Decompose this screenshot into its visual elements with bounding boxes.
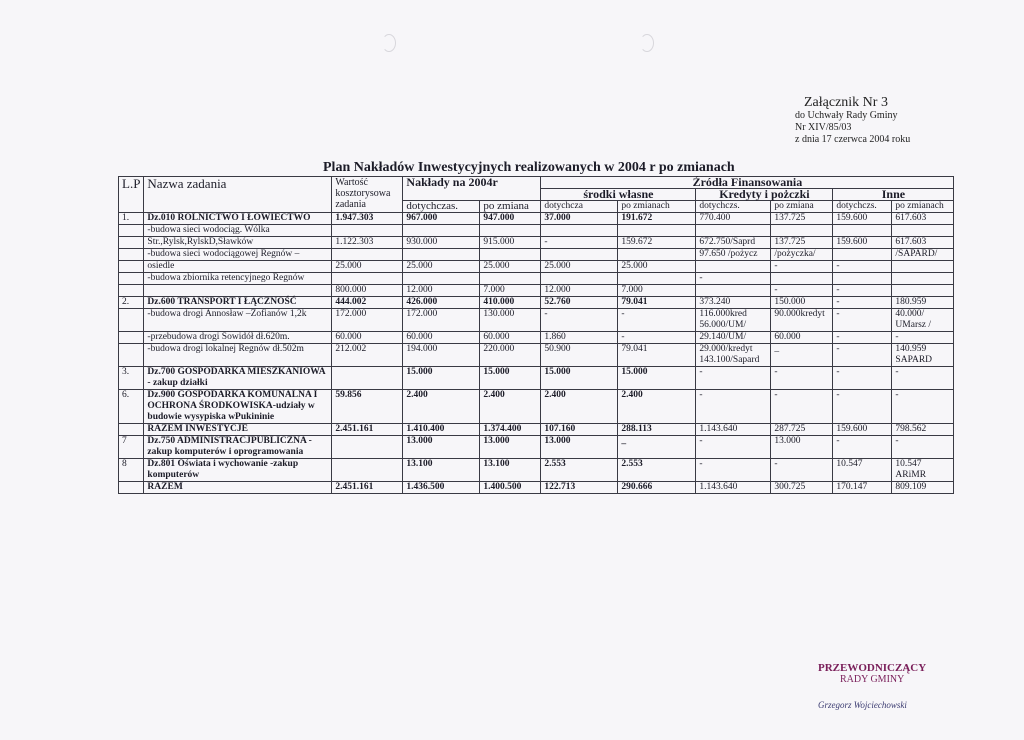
row-value: 13.100 — [403, 459, 480, 482]
row-name: -budowa sieci wodociągowej Regnów – — [144, 249, 332, 261]
row-value: 60.000 — [403, 332, 480, 344]
row-value: 137.725 — [771, 213, 833, 225]
row-value — [332, 249, 403, 261]
row-value: 137.725 — [771, 237, 833, 249]
header-own: środki własne — [541, 189, 696, 201]
row-value: 1.436.500 — [403, 482, 480, 494]
row-value: 172.000 — [403, 309, 480, 332]
attachment-resolution: do Uchwały Rady Gminy — [795, 110, 898, 121]
row-value: 1.143.640 — [696, 424, 771, 436]
row-value: - — [892, 367, 954, 390]
row-value: - — [771, 261, 833, 273]
row-value: 1.374.400 — [480, 424, 541, 436]
row-value: 60.000 — [332, 332, 403, 344]
row-value: 1.400.500 — [480, 482, 541, 494]
sub-header: po zmiana — [480, 201, 541, 213]
row-value: 122.713 — [541, 482, 618, 494]
header-sources: Źródła Finansowania — [541, 177, 954, 189]
row-lp: 6. — [119, 390, 144, 424]
row-value: - — [771, 390, 833, 424]
row-value: 1.143.640 — [696, 482, 771, 494]
sub-header: po zmianach — [618, 201, 696, 213]
row-name: -budowa drogi Annosław –Zofianów 1,2k — [144, 309, 332, 332]
row-value: - — [541, 237, 618, 249]
row-value: 29.000/kredyt 143.100/Sapard — [696, 344, 771, 367]
row-name: -budowa zbiornika retencyjnego Regnów — [144, 273, 332, 285]
row-value: 2.400 — [480, 390, 541, 424]
row-lp — [119, 332, 144, 344]
row-value: 1.947.303 — [332, 213, 403, 225]
row-value: 2.400 — [618, 390, 696, 424]
table-row — [119, 297, 954, 309]
row-name: Dz.900 GOSPODARKA KOMUNALNA I OCHRONA ŚRODKOWISKA-udziały w budowie wysypiska wPukininie — [144, 390, 332, 424]
row-lp — [119, 273, 144, 285]
row-value: 25.000 — [403, 261, 480, 273]
row-name: Dz.750 ADMINISTRACJPUBLICZNA -zakup komputerów i oprogramowania — [144, 436, 332, 459]
row-value — [892, 261, 954, 273]
sub-header: dotychcza — [541, 201, 618, 213]
sub-header: po zmianach — [892, 201, 954, 213]
table-row — [119, 332, 954, 344]
row-value: 25.000 — [618, 261, 696, 273]
table-row — [119, 309, 954, 332]
row-name: Dz.801 Oświata i wychowanie -zakup komputerów — [144, 459, 332, 482]
row-value: 947.000 — [480, 213, 541, 225]
signature-name: Grzegorz Wojciechowski — [818, 700, 907, 710]
row-value: 2.553 — [541, 459, 618, 482]
row-value: - — [618, 332, 696, 344]
row-value: 798.562 — [892, 424, 954, 436]
row-value: 2.451.161 — [332, 482, 403, 494]
row-value — [892, 285, 954, 297]
table-row — [119, 436, 954, 459]
row-value — [403, 225, 480, 237]
row-value: 130.000 — [480, 309, 541, 332]
row-value: 915.000 — [480, 237, 541, 249]
row-value: 288.113 — [618, 424, 696, 436]
row-value: - — [833, 367, 892, 390]
row-value: - — [833, 285, 892, 297]
row-value: /SAPARD/ — [892, 249, 954, 261]
row-value: 116.000kred 56.000/UM/ — [696, 309, 771, 332]
row-value — [541, 225, 618, 237]
row-value — [833, 273, 892, 285]
row-value: 25.000 — [480, 261, 541, 273]
header-cost: Wartość kosztorysowa zadania — [332, 177, 403, 213]
row-value: 373.240 — [696, 297, 771, 309]
row-value — [480, 273, 541, 285]
row-value: 212.002 — [332, 344, 403, 367]
row-value — [332, 273, 403, 285]
header-outlays: Nakłady na 2004r — [403, 177, 541, 201]
row-value — [403, 273, 480, 285]
row-value: 170.147 — [833, 482, 892, 494]
row-lp — [119, 249, 144, 261]
row-value — [332, 225, 403, 237]
row-value: - — [696, 459, 771, 482]
attachment-number-ref: Nr XIV/85/03 — [795, 122, 852, 133]
signature-title: PRZEWODNICZĄCY — [818, 662, 927, 674]
row-value: 159.672 — [618, 237, 696, 249]
row-value: 15.000 — [403, 367, 480, 390]
row-value: 930.000 — [403, 237, 480, 249]
row-value: 15.000 — [618, 367, 696, 390]
row-value: - — [833, 309, 892, 332]
row-value: 50.900 — [541, 344, 618, 367]
row-value: 172.000 — [332, 309, 403, 332]
row-value: 1.860 — [541, 332, 618, 344]
row-value: 10.547 ARiMR — [892, 459, 954, 482]
row-value: 159.600 — [833, 213, 892, 225]
row-lp: 8 — [119, 459, 144, 482]
row-value: 107.160 — [541, 424, 618, 436]
header-row — [119, 177, 954, 189]
row-value — [618, 225, 696, 237]
sub-header: dotychczs. — [833, 201, 892, 213]
row-value: - — [833, 261, 892, 273]
row-value: 1.410.400 — [403, 424, 480, 436]
header-name: Nazwa zadania — [144, 177, 332, 213]
table-row — [119, 482, 954, 494]
row-value: - — [696, 367, 771, 390]
row-value — [696, 285, 771, 297]
row-value: - — [771, 459, 833, 482]
row-value: 52.760 — [541, 297, 618, 309]
row-name: RAZEM — [144, 482, 332, 494]
row-value: - — [771, 367, 833, 390]
row-value: 300.725 — [771, 482, 833, 494]
investment-table — [118, 176, 954, 494]
row-lp: 7 — [119, 436, 144, 459]
row-value: 13.000 — [480, 436, 541, 459]
row-value: 12.000 — [541, 285, 618, 297]
row-value: 13.000 — [403, 436, 480, 459]
row-value: 2.451.161 — [332, 424, 403, 436]
row-value: 7.000 — [618, 285, 696, 297]
row-value: 60.000 — [771, 332, 833, 344]
punch-hole — [640, 34, 654, 52]
row-value — [403, 249, 480, 261]
row-name: RAZEM INWESTYCJE — [144, 424, 332, 436]
row-value: - — [771, 285, 833, 297]
row-value: 2.400 — [541, 390, 618, 424]
row-value: 79.041 — [618, 297, 696, 309]
row-value: 15.000 — [480, 367, 541, 390]
row-value: - — [833, 344, 892, 367]
row-name: -budowa drogi lokalnej Regnów dł.502m — [144, 344, 332, 367]
row-value: 617.603 — [892, 237, 954, 249]
row-value: 150.000 — [771, 297, 833, 309]
row-value: 410.000 — [480, 297, 541, 309]
header-other: Inne — [833, 189, 954, 201]
row-value: 25.000 — [332, 261, 403, 273]
row-value — [771, 225, 833, 237]
row-value — [833, 249, 892, 261]
row-value — [618, 249, 696, 261]
row-value: 770.400 — [696, 213, 771, 225]
page-title: Plan Nakładów Inwestycyjnych realizowanych w 2004 r po zmianach — [323, 160, 735, 175]
table-row — [119, 261, 954, 273]
row-value: 290.666 — [618, 482, 696, 494]
row-value: 159.600 — [833, 237, 892, 249]
row-value — [480, 249, 541, 261]
row-value — [332, 436, 403, 459]
row-value: 40.000/ UMarsz / — [892, 309, 954, 332]
row-value — [696, 261, 771, 273]
row-value: - — [618, 309, 696, 332]
row-value — [892, 273, 954, 285]
header-credits: Kredyty i pożczki — [696, 189, 833, 201]
row-name: -przebudowa drogi Sowidół dł.620m. — [144, 332, 332, 344]
row-value — [541, 249, 618, 261]
row-value — [833, 225, 892, 237]
row-value: 2.400 — [403, 390, 480, 424]
row-value: 29.140/UM/ — [696, 332, 771, 344]
row-value: 13.000 — [771, 436, 833, 459]
row-name: Str.,Rylsk,RylskD,Sławków — [144, 237, 332, 249]
table-row — [119, 249, 954, 261]
table-row — [119, 285, 954, 297]
row-value: - — [892, 436, 954, 459]
row-value: 672.750/Saprd — [696, 237, 771, 249]
row-lp — [119, 285, 144, 297]
table-row — [119, 273, 954, 285]
row-lp — [119, 309, 144, 332]
row-value — [332, 367, 403, 390]
row-value: 2.553 — [618, 459, 696, 482]
row-value — [541, 273, 618, 285]
sub-header: dotychczs. — [696, 201, 771, 213]
row-value: - — [892, 390, 954, 424]
row-lp — [119, 344, 144, 367]
row-lp — [119, 261, 144, 273]
row-value: 617.603 — [892, 213, 954, 225]
row-value: 15.000 — [541, 367, 618, 390]
row-value — [892, 225, 954, 237]
attachment-number: Załącznik Nr 3 — [804, 95, 888, 110]
sub-header: po zmiana — [771, 201, 833, 213]
header-lp: L.P — [119, 177, 144, 213]
table-row — [119, 225, 954, 237]
signature-stamp — [818, 662, 948, 732]
row-name: -budowa sieci wodociąg. Wólka — [144, 225, 332, 237]
row-value: - — [833, 390, 892, 424]
row-lp — [119, 237, 144, 249]
row-lp: 1. — [119, 213, 144, 225]
row-name: Dz.600 TRANSPORT I ŁĄCZNOŚĆ — [144, 297, 332, 309]
row-value: - — [696, 390, 771, 424]
table-row — [119, 424, 954, 436]
row-value: 60.000 — [480, 332, 541, 344]
row-name: osiedle — [144, 261, 332, 273]
row-value: 79.041 — [618, 344, 696, 367]
row-lp: 2. — [119, 297, 144, 309]
row-value: 7.000 — [480, 285, 541, 297]
row-value: 191.672 — [618, 213, 696, 225]
row-value — [696, 225, 771, 237]
row-value: 426.000 — [403, 297, 480, 309]
row-value: 90.000kredyt — [771, 309, 833, 332]
row-value — [618, 273, 696, 285]
row-value: _ — [771, 344, 833, 367]
row-lp — [119, 225, 144, 237]
row-name — [144, 285, 332, 297]
attachment-date: z dnia 17 czerwca 2004 roku — [795, 134, 911, 145]
row-value: - — [833, 436, 892, 459]
row-value: - — [696, 436, 771, 459]
row-value: - — [833, 297, 892, 309]
row-value: - — [833, 332, 892, 344]
row-name: Dz.700 GOSPODARKA MIESZKANIOWA - zakup działki — [144, 367, 332, 390]
table-row — [119, 390, 954, 424]
row-value: 967.000 — [403, 213, 480, 225]
row-value: - — [696, 273, 771, 285]
row-value: _ — [618, 436, 696, 459]
table-row — [119, 237, 954, 249]
row-value — [480, 225, 541, 237]
row-lp — [119, 424, 144, 436]
row-lp: 3. — [119, 367, 144, 390]
row-value — [771, 273, 833, 285]
row-value: 97.650 /pożycz — [696, 249, 771, 261]
row-value: - — [892, 332, 954, 344]
row-name: Dz.010 ROLNICTWO I ŁOWIECTWO — [144, 213, 332, 225]
signature-council: RADY GMINY — [840, 674, 905, 685]
row-value: 287.725 — [771, 424, 833, 436]
row-value: 10.547 — [833, 459, 892, 482]
row-value: 13.100 — [480, 459, 541, 482]
table-row — [119, 213, 954, 225]
table-row — [119, 367, 954, 390]
row-value: /pożyczka/ — [771, 249, 833, 261]
row-value: 25.000 — [541, 261, 618, 273]
row-value: 220.000 — [480, 344, 541, 367]
row-value: 59.856 — [332, 390, 403, 424]
row-lp — [119, 482, 144, 494]
row-value: - — [541, 309, 618, 332]
sub-header: dotychczas. — [403, 201, 480, 213]
attachment-note — [795, 95, 910, 146]
table-row — [119, 344, 954, 367]
row-value: 444.002 — [332, 297, 403, 309]
row-value: 1.122.303 — [332, 237, 403, 249]
row-value: 180.959 — [892, 297, 954, 309]
row-value: 37.000 — [541, 213, 618, 225]
row-value: 140.959 SAPARD — [892, 344, 954, 367]
row-value: 13.000 — [541, 436, 618, 459]
table-row — [119, 459, 954, 482]
row-value: 194.000 — [403, 344, 480, 367]
row-value: 159.600 — [833, 424, 892, 436]
row-value — [332, 459, 403, 482]
row-value: 809.109 — [892, 482, 954, 494]
row-value: 800.000 — [332, 285, 403, 297]
punch-hole — [382, 34, 396, 52]
row-value: 12.000 — [403, 285, 480, 297]
